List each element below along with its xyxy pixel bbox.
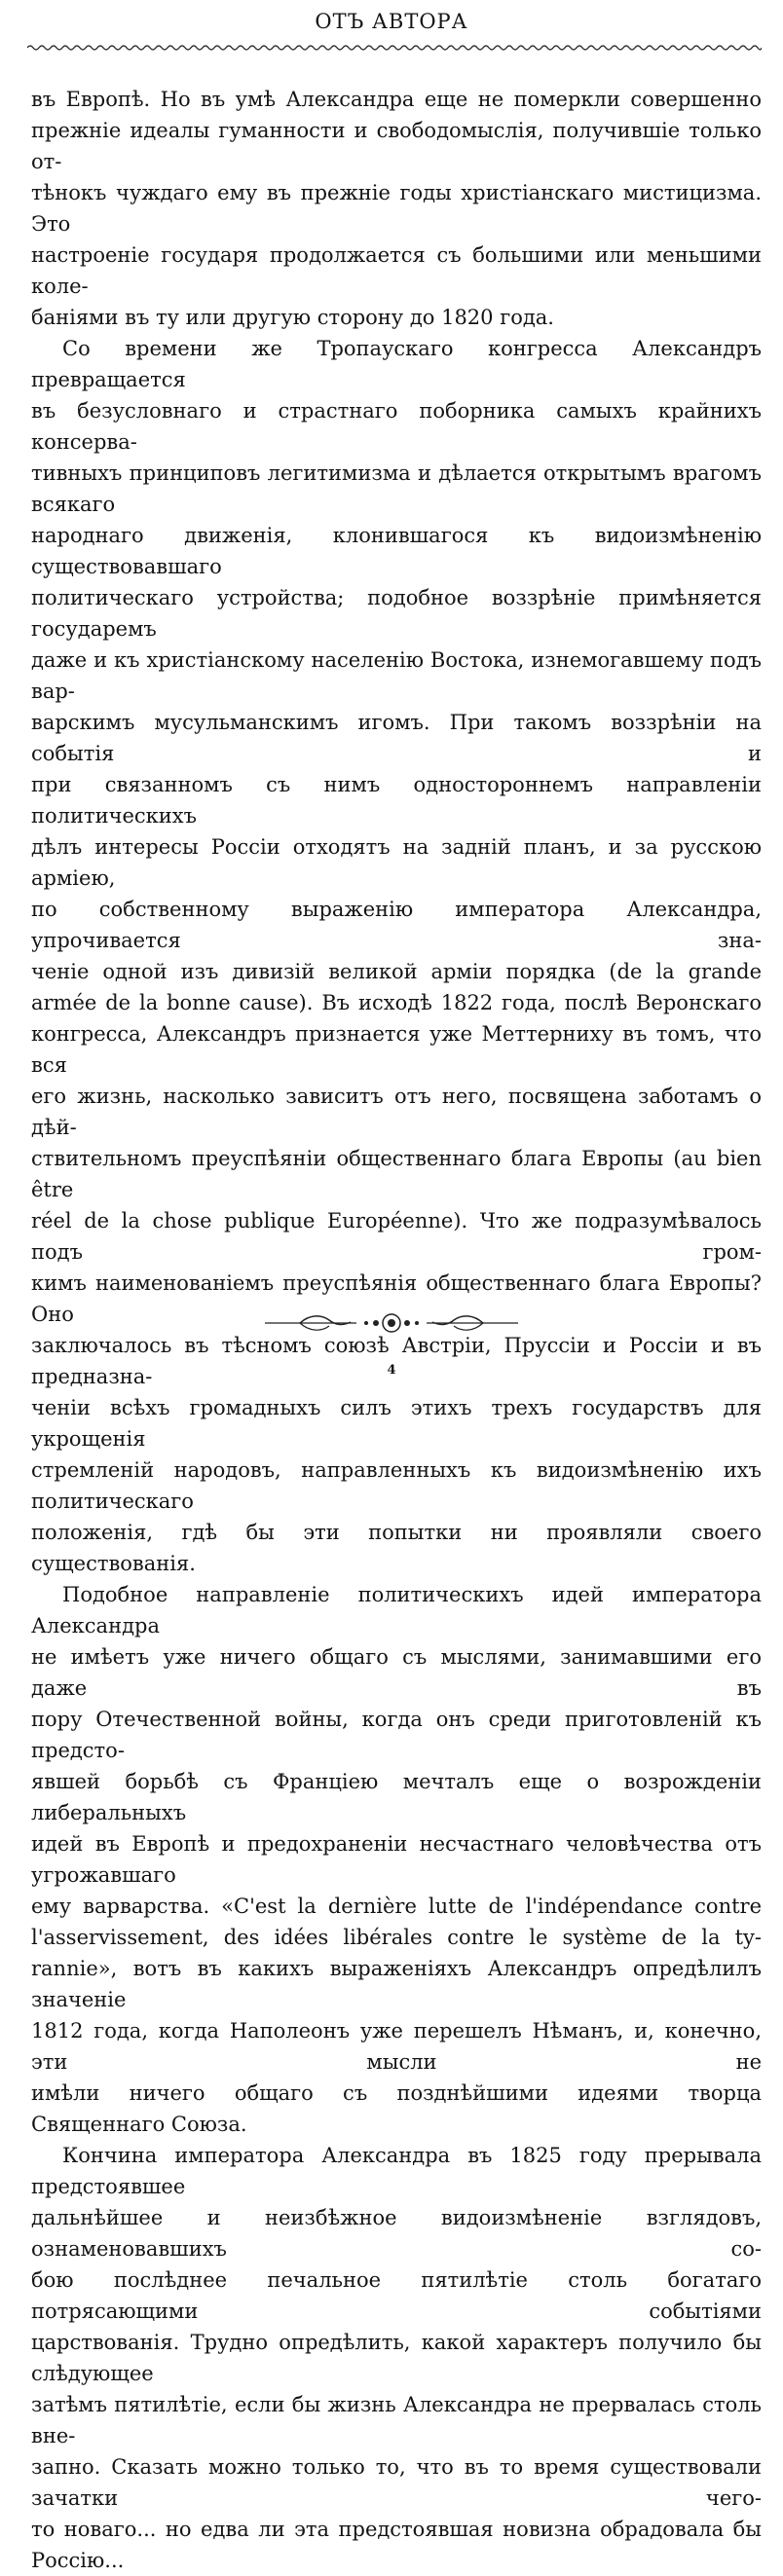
text-line: Кончина императора Александра въ 1825 году прерывала предстоявшее	[31, 2144, 762, 2198]
text-line: l'asservissement, des idées libérales contre le système de la ty-	[31, 1926, 762, 1949]
text-line: не имѣетъ уже ничего общаго съ мыслями, занимавшими его даже въ	[31, 1645, 762, 1700]
text-line: прежніе идеалы гуманности и свободомыслія, получившіе только от-	[31, 119, 762, 173]
text-line: дальнѣйшее и неизбѣжное видоизмѣненіе взглядовъ, ознаменовавшихъ со-	[31, 2206, 762, 2261]
text-line: народнаго движенія, клонившагося къ видоизмѣненію существовавшаго	[31, 524, 762, 578]
text-line: пору Отечественной войны, когда онъ среди приготовленій къ предсто-	[31, 1708, 762, 1762]
text-line: ченіе одной изъ дивизій великой арміи порядка (de la grande	[31, 960, 762, 983]
text-line: при связанномъ съ нимъ одностороннемъ направленіи политическихъ	[31, 773, 762, 828]
text-line: запно. Сказать можно только то, что въ то время существовали зачатки чего-	[31, 2455, 762, 2510]
text-line: его жизнь, насколько зависитъ отъ него, посвящена заботамъ о дѣй-	[31, 1085, 762, 1139]
text-line: заключалось въ тѣсномъ союзѣ Австріи, Пруссіи и Россіи и въ предназна-	[31, 1334, 762, 1388]
text-line: положенія, гдѣ бы эти попытки ни проявляли своего существованія.	[31, 1521, 762, 1575]
text-line: даже и къ христіанскому населенію Востока, изнемогавшему подъ вар-	[31, 648, 762, 703]
text-line: политическаго устройства; подобное воззрѣніе примѣняется государемъ	[31, 586, 762, 641]
text-line: затѣмъ пятилѣтіе, если бы жизнь Александра не прервалась столь вне-	[31, 2393, 762, 2447]
text-line: réel de la chose publique Européenne). Что же подразумѣвалось подъ гром-	[31, 1209, 762, 1264]
running-header: ОТЪ АВТОРА	[315, 10, 468, 33]
text-line: тивныхъ принциповъ легитимизма и дѣлается открытымъ врагомъ всякаго	[31, 461, 762, 516]
text-line: настроеніе государя продолжается съ большими или меньшими коле-	[31, 243, 762, 298]
text-line: по собственному выраженію императора Александра, упрочивается зна-	[31, 898, 762, 952]
text-line: дѣлъ интересы Россіи отходятъ на задній планъ, и за русскою арміею,	[31, 835, 762, 890]
text-line: кимъ наименованіемъ преуспѣянія общественнаго блага Европы? Оно	[31, 1271, 762, 1326]
text-line: имѣли ничего общаго съ позднѣйшими идеями творца Священнаго Союза.	[31, 2081, 762, 2136]
text-line: ему варварства. «C'est la dernière lutte de l'indépendance contre	[31, 1895, 762, 1918]
text-line: тѣнокъ чуждаго ему въ прежніе годы христіанскаго мистицизма. Это	[31, 181, 762, 236]
text-line: то новаго... но едва ли эта предстоявшая новизна обрадовала бы Россію...	[31, 2518, 762, 2572]
text-line: въ безусловнаго и страстнаго поборника самыхъ крайнихъ консерва-	[31, 399, 762, 454]
text-line: ствительномъ преуспѣяніи общественнаго блага Европы (au bien être	[31, 1147, 762, 1201]
tailpiece-ornament	[261, 1310, 522, 1336]
text-line: rannie», вотъ въ какихъ выраженіяхъ Александръ опредѣлилъ значеніе	[31, 1957, 762, 2011]
page-number: 4	[387, 1363, 396, 1378]
text-line: стремленій народовъ, направленныхъ къ видоизмѣненію ихъ политическаго	[31, 1458, 762, 1513]
text-line: варскимъ мусульманскимъ игомъ. При такомъ воззрѣніи на событія и	[31, 711, 762, 765]
text-line: въ Европѣ. Но въ умѣ Александра еще не померкли совершенно	[31, 88, 762, 111]
text-line: armée de la bonne cause). Въ исходѣ 1822 года, послѣ Веронскаго	[31, 991, 762, 1014]
text-line: конгресса, Александръ признается уже Меттерниху въ томъ, что вся	[31, 1022, 762, 1077]
text-line: царствованія. Трудно опредѣлить, какой характеръ получило бы слѣдующее	[31, 2331, 762, 2385]
text-line: баніями въ ту или другую сторону до 1820 года.	[31, 306, 554, 329]
text-line: Подобное направленіе политическихъ идей императора Александра	[31, 1583, 762, 1638]
text-line: бою послѣднее печальное пятилѣтіе столь богатаго потрясающими событіями	[31, 2268, 762, 2323]
text-line: Со времени же Тропаускаго конгресса Александръ превращается	[31, 337, 762, 391]
text-line: 1812 года, когда Наполеонъ уже перешелъ Нѣманъ, и, конечно, эти мысли не	[31, 2019, 762, 2074]
header-wavy-rule	[27, 43, 762, 53]
text-line: явшей борьбѣ съ Франціею мечталъ еще о возрожденіи либеральныхъ	[31, 1770, 762, 1824]
text-line: идей въ Европѣ и предохраненіи несчастнаго человѣчества отъ угрожавшаго	[31, 1832, 762, 1887]
text-line: ченіи всѣхъ громадныхъ силъ этихъ трехъ государствъ для укрощенія	[31, 1396, 762, 1451]
